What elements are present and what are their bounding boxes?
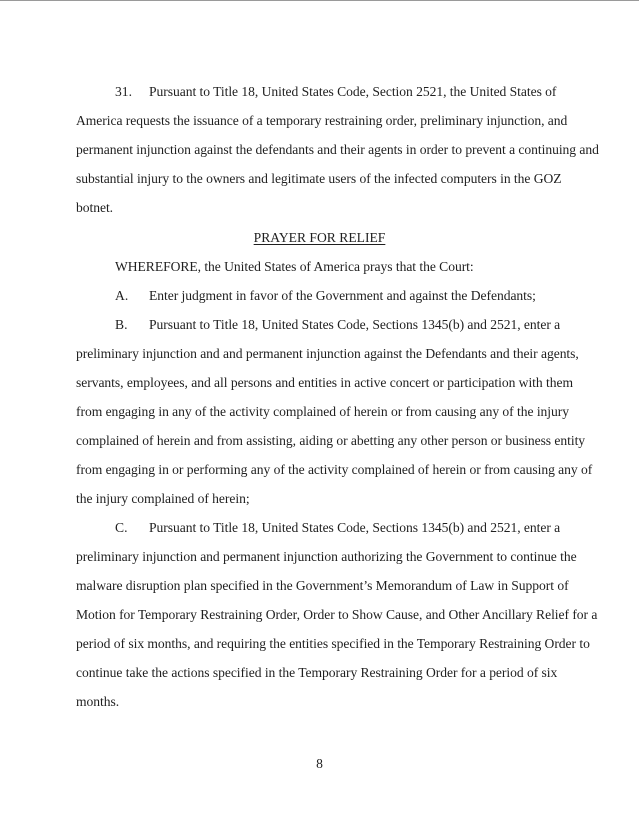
- item-letter: C.: [115, 520, 128, 535]
- item-line: complained of herein and from assisting, aiding or abetting any other person or business entity: [76, 433, 586, 448]
- item-line: malware disruption plan specified in the Government’s Memorandum of Law in Support of: [76, 578, 569, 593]
- paragraph-number: 31.: [115, 84, 132, 99]
- wherefore-clause: WHEREFORE, the United States of America prays that the Court:: [115, 259, 474, 274]
- item-letter: A.: [115, 288, 129, 303]
- item-line: Enter judgment in favor of the Government and against the Defendants;: [149, 288, 536, 303]
- item-line: period of six months, and requiring the entities specified in the Temporary Restraining Order to: [76, 636, 590, 651]
- item-line: Pursuant to Title 18, United States Code, Sections 1345(b) and 2521, enter a: [149, 520, 561, 535]
- paragraph-line: America requests the issuance of a temporary restraining order, preliminary injunction, and: [76, 113, 568, 128]
- page-number: 8: [316, 756, 323, 771]
- top-border-line: [0, 0, 639, 1]
- paragraph-line: botnet.: [76, 200, 114, 215]
- paragraph-line: substantial injury to the owners and legitimate users of the infected computers in the GOZ: [76, 171, 562, 186]
- item-letter: B.: [115, 317, 128, 332]
- item-line: from engaging in any of the activity complained of herein or from causing any of the injury: [76, 404, 569, 419]
- section-heading: [0, 230, 639, 246]
- prayer-for-relief-heading: PRAYER FOR RELIEF: [253, 230, 386, 245]
- item-line: the injury complained of herein;: [76, 491, 250, 506]
- paragraph-line: permanent injunction against the defendants and their agents in order to prevent a continuing and: [76, 142, 599, 157]
- item-line: months.: [76, 694, 120, 709]
- item-line: Motion for Temporary Restraining Order, Order to Show Cause, and Other Ancillary Relief for a: [76, 607, 598, 622]
- item-line: servants, employees, and all persons and entities in active concert or participation with them: [76, 375, 573, 390]
- item-line: preliminary injunction and and permanent injunction against the Defendants and their agents,: [76, 346, 579, 361]
- item-line: preliminary injunction and permanent injunction authorizing the Government to continue the: [76, 549, 577, 564]
- item-line: from engaging in or performing any of the activity complained of herein or from causing any of: [76, 462, 593, 477]
- item-line: continue take the actions specified in the Temporary Restraining Order for a period of six: [76, 665, 558, 680]
- paragraph-line: Pursuant to Title 18, United States Code, Section 2521, the United States of: [149, 84, 557, 99]
- item-line: Pursuant to Title 18, United States Code, Sections 1345(b) and 2521, enter a: [149, 317, 561, 332]
